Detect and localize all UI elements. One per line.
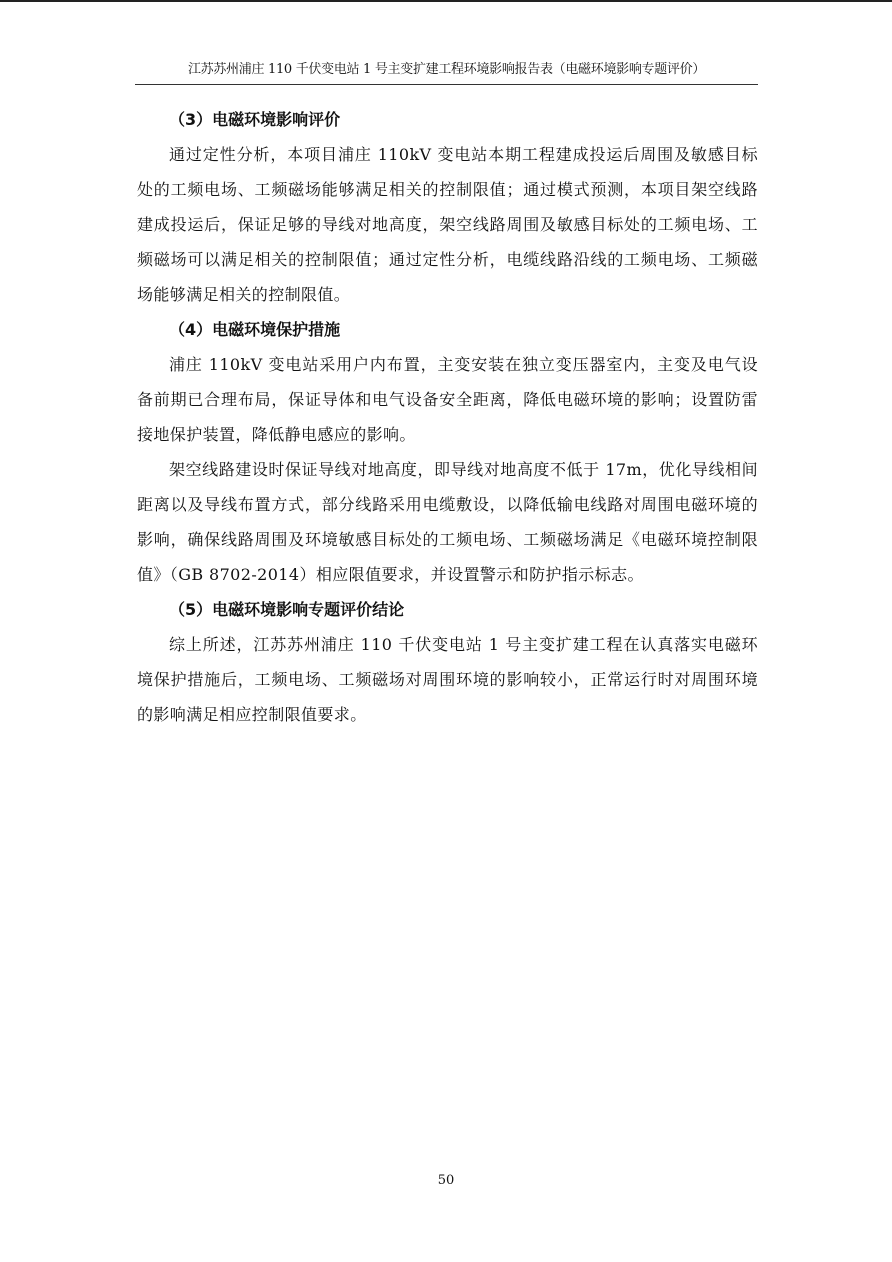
page-top-border	[0, 0, 892, 2]
running-header: 江苏苏州浦庄 110 千伏变电站 1 号主变扩建工程环境影响报告表（电磁环境影响专题评价）	[187, 62, 706, 77]
section-3-paragraph-1: 通过定性分析，本项目浦庄 110kV 变电站本期工程建成投运后周围及敏感目标处的工频电场、工频磁场能够满足相关的控制限值；通过模式预测，本项目架空线路建成投运后，保证足够的导线对地高度，架空线路周围及敏感目标处的工频电场、工频磁场可以满足相关的控制限值；通过定性分析，电缆线路沿线的工频电场、工频磁场能够满足相关的控制限值。	[137, 145, 758, 304]
page-number: 50	[437, 1173, 455, 1188]
section-heading-4: （4）电磁环境保护措施	[169, 320, 341, 339]
section-heading-3: （3）电磁环境影响评价	[169, 110, 341, 129]
header-rule	[135, 84, 758, 85]
section-4-paragraph-1: 浦庄 110kV 变电站采用户内布置，主变安装在独立变压器室内，主变及电气设备前期已合理布局，保证导体和电气设备安全距离，降低电磁环境的影响；设置防雷接地保护装置，降低静电感应的影响。	[137, 355, 758, 444]
document-body	[137, 102, 758, 732]
section-4-paragraph-2: 架空线路建设时保证导线对地高度，即导线对地高度不低于 17m，优化导线相间距离以及导线布置方式，部分线路采用电缆敷设，以降低输电线路对周围电磁环境的影响，确保线路周围及环境敏感目标处的工频电场、工频磁场满足《电磁环境控制限值》（GB 8702-2014）相应限值要求，并设置警示和防护指示标志。	[137, 460, 758, 584]
section-heading-5: （5）电磁环境影响专题评价结论	[169, 600, 405, 619]
section-5-paragraph-1: 综上所述，江苏苏州浦庄 110 千伏变电站 1 号主变扩建工程在认真落实电磁环境保护措施后，工频电场、工频磁场对周围环境的影响较小，正常运行时对周围环境的影响满足相应控制限值要求。	[137, 635, 758, 724]
